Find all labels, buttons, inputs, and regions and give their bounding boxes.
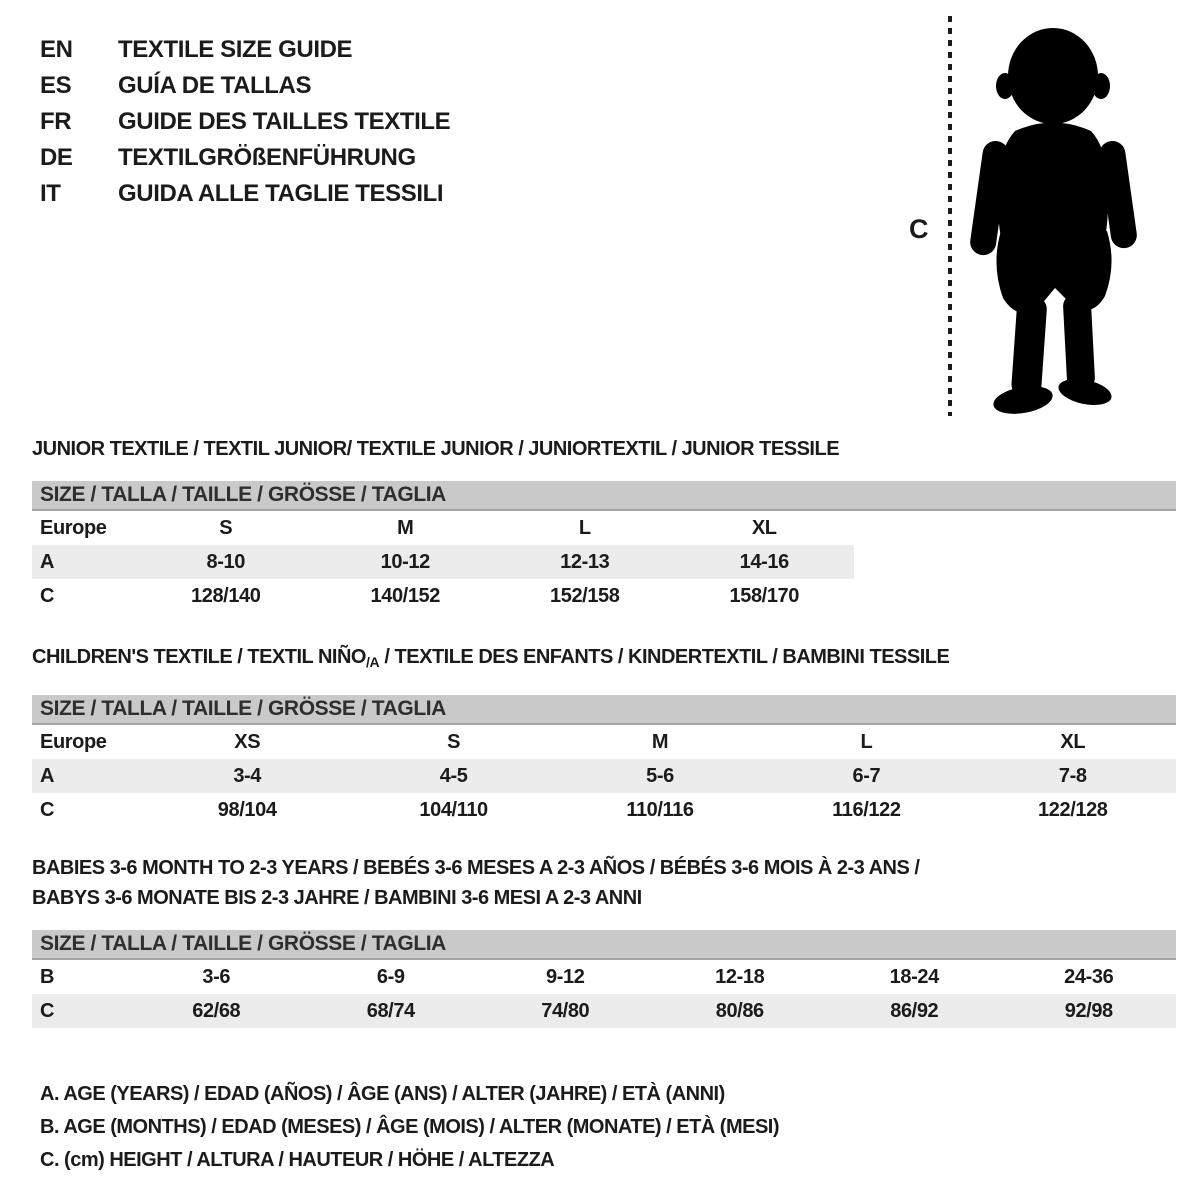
table-row-months bbox=[32, 960, 1176, 994]
legend bbox=[32, 1078, 1176, 1177]
children-section bbox=[32, 645, 1176, 827]
children-section-title bbox=[32, 645, 1176, 674]
row-label: B bbox=[40, 965, 55, 988]
months-cell: 12-18 bbox=[715, 965, 765, 988]
age-cell: 3-4 bbox=[233, 764, 262, 787]
legend-age-years: A. AGE (YEARS) / EDAD (AÑOS) / ÂGE (ANS) / ALTER (JAHRE) / ETÀ (ANNI) bbox=[40, 1083, 725, 1105]
size-cell: XS bbox=[234, 730, 261, 753]
babies-size-table bbox=[32, 960, 1176, 1028]
children-title-sub: /A bbox=[365, 654, 380, 670]
row-label: C bbox=[40, 999, 55, 1022]
children-size-table bbox=[32, 725, 1176, 827]
age-cell: 8-10 bbox=[206, 550, 245, 573]
height-cell: 116/122 bbox=[832, 798, 901, 821]
legend-height: C. (cm) HEIGHT / ALTURA / HAUTEUR / HÖHE / ALTEZZA bbox=[40, 1149, 555, 1171]
size-cell: M bbox=[397, 516, 414, 539]
height-cell: 92/98 bbox=[1064, 999, 1113, 1022]
height-cell: 86/92 bbox=[890, 999, 939, 1022]
children-title-main: CHILDREN'S TEXTILE / TEXTIL NIÑO bbox=[32, 646, 366, 668]
age-cell: 12-13 bbox=[560, 550, 610, 573]
size-cell: XL bbox=[1060, 730, 1086, 753]
size-cell: S bbox=[219, 516, 233, 539]
age-cell: 14-16 bbox=[739, 550, 789, 573]
age-cell: 10-12 bbox=[380, 550, 430, 573]
age-cell: 6-7 bbox=[852, 764, 881, 787]
height-measure-figure bbox=[905, 14, 1175, 420]
row-label: C bbox=[40, 584, 55, 607]
size-cell: L bbox=[860, 730, 873, 753]
language-title: GUIDE DES TAILLES TEXTILE bbox=[118, 108, 451, 135]
junior-section bbox=[32, 437, 1176, 613]
babies-section bbox=[32, 853, 1176, 1028]
row-label: Europe bbox=[40, 730, 107, 753]
babies-title-line2: BABYS 3-6 MONATE BIS 2-3 JAHRE / BAMBINI 3-6 MESI A 2-3 ANNI bbox=[32, 887, 642, 909]
row-label: C bbox=[40, 798, 55, 821]
table-row-age bbox=[32, 545, 854, 579]
language-code: FR bbox=[40, 108, 72, 135]
height-cell: 158/170 bbox=[729, 584, 799, 607]
height-cell: 140/152 bbox=[370, 584, 440, 607]
language-code: DE bbox=[40, 144, 73, 171]
table-row-height bbox=[32, 994, 1176, 1028]
age-cell: 4-5 bbox=[439, 764, 468, 787]
months-cell: 9-12 bbox=[546, 965, 585, 988]
months-cell: 6-9 bbox=[376, 965, 405, 988]
age-cell: 5-6 bbox=[646, 764, 674, 787]
age-cell: 7-8 bbox=[1058, 764, 1087, 787]
height-cell: 122/128 bbox=[1038, 798, 1108, 821]
babies-title-line1: BABIES 3-6 MONTH TO 2-3 YEARS / BEBÉS 3-6 MESES A 2-3 AÑOS / BÉBÉS 3-6 MOIS À 2-3 ANS / bbox=[32, 857, 920, 879]
row-label: A bbox=[40, 550, 55, 573]
table-row-age bbox=[32, 759, 1176, 793]
language-title: GUÍA DE TALLAS bbox=[118, 72, 312, 99]
table-row-height bbox=[32, 579, 854, 613]
table-row-europe bbox=[32, 725, 1176, 759]
children-title-rest: / TEXTILE DES ENFANTS / KINDERTEXTIL / BAMBINI TESSILE bbox=[379, 646, 950, 668]
junior-section-title: JUNIOR TEXTILE / TEXTIL JUNIOR/ TEXTILE JUNIOR / JUNIORTEXTIL / JUNIOR TESSILE bbox=[32, 438, 840, 460]
height-dashed-line bbox=[948, 16, 952, 416]
measure-c-label: C bbox=[909, 214, 929, 244]
height-cell: 74/80 bbox=[541, 999, 590, 1022]
language-code: EN bbox=[40, 36, 73, 63]
months-cell: 18-24 bbox=[889, 965, 939, 988]
language-title: TEXTILGRÖßENFÜHRUNG bbox=[118, 144, 416, 171]
height-cell: 104/110 bbox=[419, 798, 488, 821]
row-label: Europe bbox=[40, 516, 107, 539]
months-cell: 3-6 bbox=[202, 965, 231, 988]
size-cell: S bbox=[447, 730, 461, 753]
height-cell: 110/116 bbox=[626, 798, 694, 821]
children-size-header-bar: SIZE / TALLA / TAILLE / GRÖSSE / TAGLIA bbox=[32, 695, 1176, 725]
height-cell: 98/104 bbox=[217, 798, 277, 821]
table-row-height bbox=[32, 793, 1176, 827]
language-code: ES bbox=[40, 72, 72, 99]
months-cell: 24-36 bbox=[1064, 965, 1114, 988]
babies-size-header-bar: SIZE / TALLA / TAILLE / GRÖSSE / TAGLIA bbox=[32, 930, 1176, 960]
size-cell: L bbox=[578, 516, 591, 539]
junior-size-table bbox=[32, 511, 854, 613]
height-cell: 80/86 bbox=[715, 999, 764, 1022]
size-cell: M bbox=[651, 730, 669, 753]
junior-size-header-bar: SIZE / TALLA / TAILLE / GRÖSSE / TAGLIA bbox=[32, 481, 1176, 511]
language-code: IT bbox=[40, 180, 61, 207]
height-cell: 128/140 bbox=[191, 584, 261, 607]
height-cell: 62/68 bbox=[192, 999, 241, 1022]
language-title: GUIDA ALLE TAGLIE TESSILI bbox=[118, 180, 444, 207]
row-label: A bbox=[40, 764, 55, 787]
table-row-europe bbox=[32, 511, 854, 545]
height-cell: 152/158 bbox=[550, 584, 620, 607]
size-cell: XL bbox=[751, 516, 777, 539]
babies-section-title bbox=[32, 853, 1176, 913]
language-title: TEXTILE SIZE GUIDE bbox=[118, 36, 353, 63]
baby-silhouette-icon bbox=[965, 16, 1143, 416]
height-cell: 68/74 bbox=[366, 999, 415, 1022]
page-header bbox=[32, 30, 1176, 437]
legend-age-months: B. AGE (MONTHS) / EDAD (MESES) / ÂGE (MOIS) / ALTER (MONATE) / ETÀ (MESI) bbox=[40, 1116, 780, 1138]
